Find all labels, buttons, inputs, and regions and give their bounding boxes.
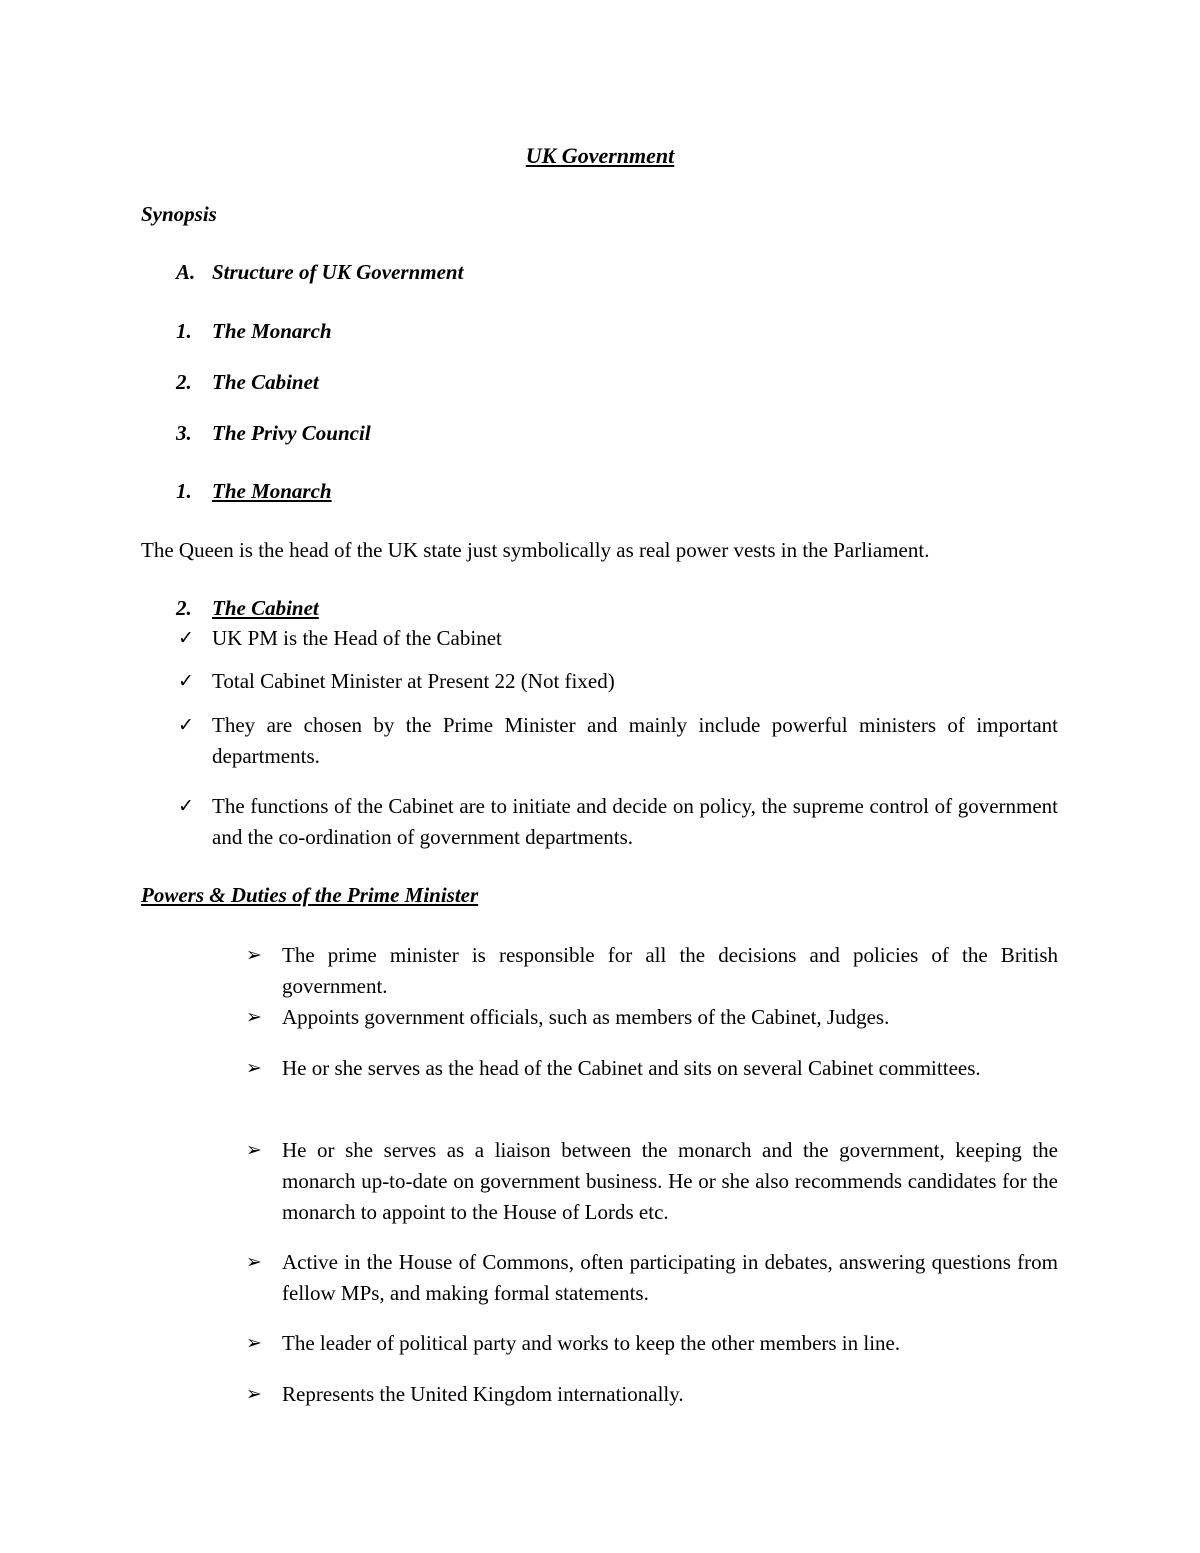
check-icon: ✓ (178, 715, 194, 736)
arrow-bullet-icon: ➢ (246, 1252, 262, 1273)
synopsis-item-number: 1. (176, 319, 192, 343)
check-icon: ✓ (178, 796, 194, 817)
cabinet-section-number: 2. (176, 596, 192, 620)
monarch-section-number: 1. (176, 479, 192, 503)
synopsis-item-label: The Cabinet (212, 370, 319, 394)
cabinet-point: They are chosen by the Prime Minister and mainly include powerful ministers of important departments. (212, 713, 1058, 768)
pm-point: Represents the United Kingdom internationally. (282, 1382, 684, 1406)
arrow-bullet-icon: ➢ (246, 1384, 262, 1405)
arrow-bullet-icon: ➢ (246, 945, 262, 966)
monarch-paragraph: The Queen is the head of the UK state just symbolically as real power vests in the Parliament. (141, 538, 930, 562)
page-title: UK Government (525, 143, 675, 168)
synopsis-item-number: 2. (176, 370, 192, 394)
check-icon: ✓ (178, 671, 194, 692)
cabinet-point: Total Cabinet Minister at Present 22 (Not fixed) (212, 669, 615, 693)
synopsis-item-label: The Monarch (212, 319, 332, 343)
synopsis-section-marker: A. (176, 260, 196, 284)
synopsis-section-label: Structure of UK Government (212, 260, 464, 284)
synopsis-item-label: The Privy Council (212, 421, 371, 445)
arrow-bullet-icon: ➢ (246, 1007, 262, 1028)
pm-point: Appoints government officials, such as members of the Cabinet, Judges. (282, 1005, 890, 1029)
cabinet-point: The functions of the Cabinet are to initiate and decide on policy, the supreme control of government and the co-ordination of government departments. (212, 794, 1058, 849)
cabinet-section-heading: The Cabinet (212, 596, 319, 620)
synopsis-heading: Synopsis (141, 202, 217, 226)
arrow-bullet-icon: ➢ (246, 1058, 262, 1079)
pm-section-heading: Powers & Duties of the Prime Minister (141, 883, 479, 907)
synopsis-item-number: 3. (176, 421, 192, 445)
pm-point: The prime minister is responsible for all the decisions and policies of the British government. (282, 943, 1058, 998)
cabinet-point: UK PM is the Head of the Cabinet (212, 626, 502, 650)
pm-point: He or she serves as a liaison between the monarch and the government, keeping the monarch up-to-date on government business. He or she also recommends candidates for the monarch to appoint to the House of Lords etc. (282, 1138, 1058, 1224)
pm-point: The leader of political party and works to keep the other members in line. (282, 1331, 901, 1355)
monarch-section-heading: The Monarch (212, 479, 332, 503)
arrow-bullet-icon: ➢ (246, 1140, 262, 1161)
check-icon: ✓ (178, 628, 194, 649)
arrow-bullet-icon: ➢ (246, 1333, 262, 1354)
pm-point: Active in the House of Commons, often participating in debates, answering questions from fellow MPs, and making formal statements. (282, 1250, 1058, 1305)
pm-point: He or she serves as the head of the Cabinet and sits on several Cabinet committees. (282, 1056, 981, 1080)
